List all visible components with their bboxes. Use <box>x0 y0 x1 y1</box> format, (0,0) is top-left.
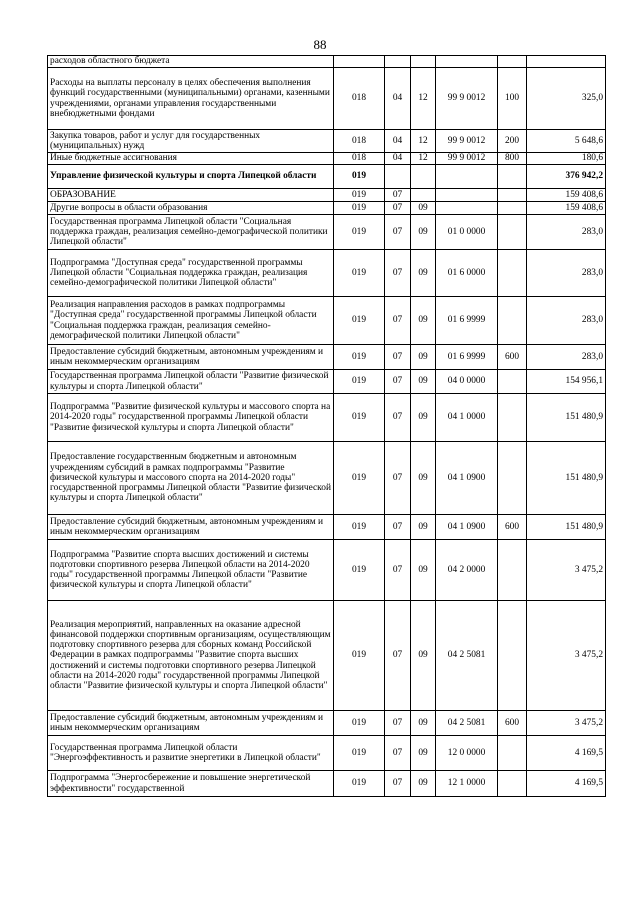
expense-type-cell: 200 <box>498 130 527 153</box>
expense-name-cell: Подпрограмма "Энергосбережение и повышение энергетической эффективности" государственной <box>48 771 334 797</box>
expense-type-cell <box>498 165 527 189</box>
expense-type-cell <box>498 56 527 68</box>
budget-table-body <box>48 56 606 797</box>
admin-code-cell: 018 <box>334 153 385 165</box>
admin-code-cell: 019 <box>334 394 385 442</box>
target-article-cell: 01 6 9999 <box>436 345 498 370</box>
admin-code-cell: 019 <box>334 297 385 345</box>
expense-name-cell: Государственная программа Липецкой области "Социальная поддержка граждан, реализация семейно-демографической политики Липецкой области" <box>48 215 334 250</box>
expense-type-cell: 100 <box>498 68 527 130</box>
admin-code-cell: 019 <box>334 515 385 540</box>
subsection-code-cell: 09 <box>411 771 436 797</box>
amount-cell: 159 408,6 <box>527 189 606 202</box>
expense-name-cell: Расходы на выплаты персоналу в целях обеспечения выполнения функций государственными (муниципальными) органами, казенными учреждениями, органами управления государственными внебюджетными фондами <box>48 68 334 130</box>
expense-type-cell <box>498 189 527 202</box>
expense-name-cell: Предоставление субсидий бюджетным, автономным учреждениям и иным некоммерческим организациям <box>48 711 334 736</box>
admin-code-cell: 019 <box>334 601 385 711</box>
subsection-code-cell: 12 <box>411 130 436 153</box>
amount-cell: 3 475,2 <box>527 711 606 736</box>
target-article-cell: 04 2 5081 <box>436 601 498 711</box>
admin-code-cell: 018 <box>334 130 385 153</box>
section-code-cell: 04 <box>385 130 411 153</box>
amount-cell: 3 475,2 <box>527 540 606 601</box>
subsection-code-cell: 09 <box>411 297 436 345</box>
subsection-code-cell: 09 <box>411 394 436 442</box>
subsection-code-cell: 09 <box>411 736 436 771</box>
subsection-code-cell <box>411 56 436 68</box>
amount-cell: 5 648,6 <box>527 130 606 153</box>
subsection-code-cell <box>411 165 436 189</box>
expense-name-cell: Подпрограмма "Развитие физической культуры и массового спорта на 2014-2020 годы" государственной программы Липецкой области "Развитие физической культуры и спорта Липецкой области" <box>48 394 334 442</box>
table-row <box>48 345 606 370</box>
expense-name-cell: Государственная программа Липецкой области "Энергоэффективность и развитие энергетики в Липецкой области" <box>48 736 334 771</box>
section-code-cell: 04 <box>385 68 411 130</box>
subsection-code-cell: 09 <box>411 345 436 370</box>
section-code-cell: 07 <box>385 442 411 515</box>
target-article-cell: 99 9 0012 <box>436 130 498 153</box>
target-article-cell: 01 0 0000 <box>436 215 498 250</box>
subsection-code-cell: 09 <box>411 515 436 540</box>
subsection-code-cell: 09 <box>411 711 436 736</box>
section-code-cell: 07 <box>385 736 411 771</box>
amount-cell: 151 480,9 <box>527 394 606 442</box>
section-code-cell: 07 <box>385 345 411 370</box>
target-article-cell: 99 9 0012 <box>436 68 498 130</box>
expense-name-cell: Предоставление государственным бюджетным и автономным учреждениям субсидий в рамках подпрограммы "Развитие физической культуры и массового спорта на 2014-2020 годы" государственной программы Липецкой области "Развитие физической культуры и спорта Липецкой области" <box>48 442 334 515</box>
table-row <box>48 736 606 771</box>
section-code-cell: 04 <box>385 153 411 165</box>
expense-name-cell: Закупка товаров, работ и услуг для государственных (муниципальных) нужд <box>48 130 334 153</box>
amount-cell: 376 942,2 <box>527 165 606 189</box>
section-code-cell: 07 <box>385 215 411 250</box>
table-row <box>48 165 606 189</box>
table-row <box>48 130 606 153</box>
subsection-code-cell: 12 <box>411 153 436 165</box>
amount-cell: 4 169,5 <box>527 736 606 771</box>
table-row <box>48 771 606 797</box>
section-code-cell: 07 <box>385 370 411 394</box>
amount-cell: 325,0 <box>527 68 606 130</box>
expense-name-cell: Государственная программа Липецкой области "Развитие физической культуры и спорта Липецкой области" <box>48 370 334 394</box>
amount-cell: 3 475,2 <box>527 601 606 711</box>
admin-code-cell: 019 <box>334 189 385 202</box>
section-code-cell <box>385 56 411 68</box>
section-code-cell: 07 <box>385 601 411 711</box>
table-row <box>48 189 606 202</box>
amount-cell: 180,6 <box>527 153 606 165</box>
subsection-code-cell: 09 <box>411 250 436 297</box>
target-article-cell: 04 0 0000 <box>436 370 498 394</box>
amount-cell: 151 480,9 <box>527 515 606 540</box>
target-article-cell <box>436 165 498 189</box>
section-code-cell: 07 <box>385 250 411 297</box>
section-code-cell: 07 <box>385 394 411 442</box>
section-code-cell: 07 <box>385 540 411 601</box>
admin-code-cell: 019 <box>334 345 385 370</box>
target-article-cell: 01 6 0000 <box>436 250 498 297</box>
admin-code-cell: 018 <box>334 68 385 130</box>
section-code-cell: 07 <box>385 771 411 797</box>
admin-code-cell: 019 <box>334 442 385 515</box>
subsection-code-cell: 09 <box>411 601 436 711</box>
expense-type-cell <box>498 370 527 394</box>
table-row <box>48 515 606 540</box>
section-code-cell: 07 <box>385 189 411 202</box>
expense-type-cell: 600 <box>498 711 527 736</box>
target-article-cell: 04 1 0900 <box>436 442 498 515</box>
admin-code-cell: 019 <box>334 370 385 394</box>
target-article-cell: 04 1 0000 <box>436 394 498 442</box>
admin-code-cell: 019 <box>334 165 385 189</box>
target-article-cell <box>436 56 498 68</box>
target-article-cell: 12 0 0000 <box>436 736 498 771</box>
amount-cell: 283,0 <box>527 215 606 250</box>
admin-code-cell: 019 <box>334 202 385 215</box>
admin-code-cell: 019 <box>334 736 385 771</box>
expense-name-cell: Иные бюджетные ассигнования <box>48 153 334 165</box>
amount-cell: 283,0 <box>527 345 606 370</box>
expense-type-cell: 600 <box>498 515 527 540</box>
section-code-cell: 07 <box>385 515 411 540</box>
expense-type-cell <box>498 736 527 771</box>
expense-name-cell: Подпрограмма "Доступная среда" государственной программы Липецкой области "Социальная поддержка граждан, реализация семейно-демографической политики Липецкой области" <box>48 250 334 297</box>
section-code-cell: 07 <box>385 297 411 345</box>
table-row <box>48 202 606 215</box>
expense-type-cell <box>498 442 527 515</box>
target-article-cell: 04 1 0900 <box>436 515 498 540</box>
expense-name-cell: расходов областного бюджета <box>48 56 334 68</box>
target-article-cell: 04 2 5081 <box>436 711 498 736</box>
subsection-code-cell: 12 <box>411 68 436 130</box>
table-row <box>48 442 606 515</box>
expense-type-cell: 800 <box>498 153 527 165</box>
expense-name-cell: Предоставление субсидий бюджетным, автономным учреждениям и иным некоммерческим организациям <box>48 515 334 540</box>
expense-type-cell <box>498 202 527 215</box>
subsection-code-cell: 09 <box>411 540 436 601</box>
expense-name-cell: Предоставление субсидий бюджетным, автономным учреждениям и иным некоммерческим организациям <box>48 345 334 370</box>
table-row <box>48 215 606 250</box>
expense-type-cell <box>498 215 527 250</box>
subsection-code-cell: 09 <box>411 370 436 394</box>
expense-type-cell <box>498 771 527 797</box>
expense-type-cell: 600 <box>498 345 527 370</box>
admin-code-cell <box>334 56 385 68</box>
expense-type-cell <box>498 540 527 601</box>
page-number: 88 <box>313 37 327 52</box>
amount-cell: 283,0 <box>527 250 606 297</box>
table-row <box>48 56 606 68</box>
target-article-cell <box>436 202 498 215</box>
expense-name-cell: Подпрограмма "Развитие спорта высших достижений и системы подготовки спортивного резерва Липецкой области на 2014-2020 годы" государственной программы Липецкой области "Развитие физической культуры и спорта Липецкой области" <box>48 540 334 601</box>
admin-code-cell: 019 <box>334 771 385 797</box>
table-row <box>48 297 606 345</box>
amount-cell: 4 169,5 <box>527 771 606 797</box>
subsection-code-cell: 09 <box>411 215 436 250</box>
subsection-code-cell: 09 <box>411 442 436 515</box>
table-row <box>48 540 606 601</box>
table-row <box>48 68 606 130</box>
target-article-cell: 12 1 0000 <box>436 771 498 797</box>
target-article-cell: 99 9 0012 <box>436 153 498 165</box>
subsection-code-cell <box>411 189 436 202</box>
admin-code-cell: 019 <box>334 250 385 297</box>
target-article-cell <box>436 189 498 202</box>
target-article-cell: 04 2 0000 <box>436 540 498 601</box>
table-row <box>48 601 606 711</box>
expense-name-cell: ОБРАЗОВАНИЕ <box>48 189 334 202</box>
expense-type-cell <box>498 394 527 442</box>
expense-name-cell: Реализация мероприятий, направленных на оказание адресной финансовой поддержки спортивным организациям, осуществляющим подготовку спортивного резерва для сборных команд Российской Федерации в рамках подпрограммы "Развитие спорта высших достижений и системы подготовки спортивного резерва Липецкой области на 2014-2020 годы" государственной программы Липецкой области "Развитие физической культуры и спорта Липецкой области" <box>48 601 334 711</box>
expense-type-cell <box>498 601 527 711</box>
expense-type-cell <box>498 297 527 345</box>
amount-cell: 283,0 <box>527 297 606 345</box>
expense-type-cell <box>498 250 527 297</box>
budget-table <box>47 55 606 797</box>
subsection-code-cell: 09 <box>411 202 436 215</box>
table-row <box>48 153 606 165</box>
table-row <box>48 711 606 736</box>
amount-cell: 154 956,1 <box>527 370 606 394</box>
amount-cell <box>527 56 606 68</box>
expense-name-cell: Другие вопросы в области образования <box>48 202 334 215</box>
expense-name-cell: Управление физической культуры и спорта Липецкой области <box>48 165 334 189</box>
expense-name-cell: Реализация направления расходов в рамках подпрограммы "Доступная среда" государственной программы Липецкой области "Социальная поддержка граждан, реализация семейно-демографической политики Липецкой области" <box>48 297 334 345</box>
section-code-cell <box>385 165 411 189</box>
table-row <box>48 250 606 297</box>
admin-code-cell: 019 <box>334 540 385 601</box>
table-row <box>48 394 606 442</box>
admin-code-cell: 019 <box>334 711 385 736</box>
amount-cell: 151 480,9 <box>527 442 606 515</box>
target-article-cell: 01 6 9999 <box>436 297 498 345</box>
section-code-cell: 07 <box>385 711 411 736</box>
table-row <box>48 370 606 394</box>
section-code-cell: 07 <box>385 202 411 215</box>
admin-code-cell: 019 <box>334 215 385 250</box>
amount-cell: 159 408,6 <box>527 202 606 215</box>
